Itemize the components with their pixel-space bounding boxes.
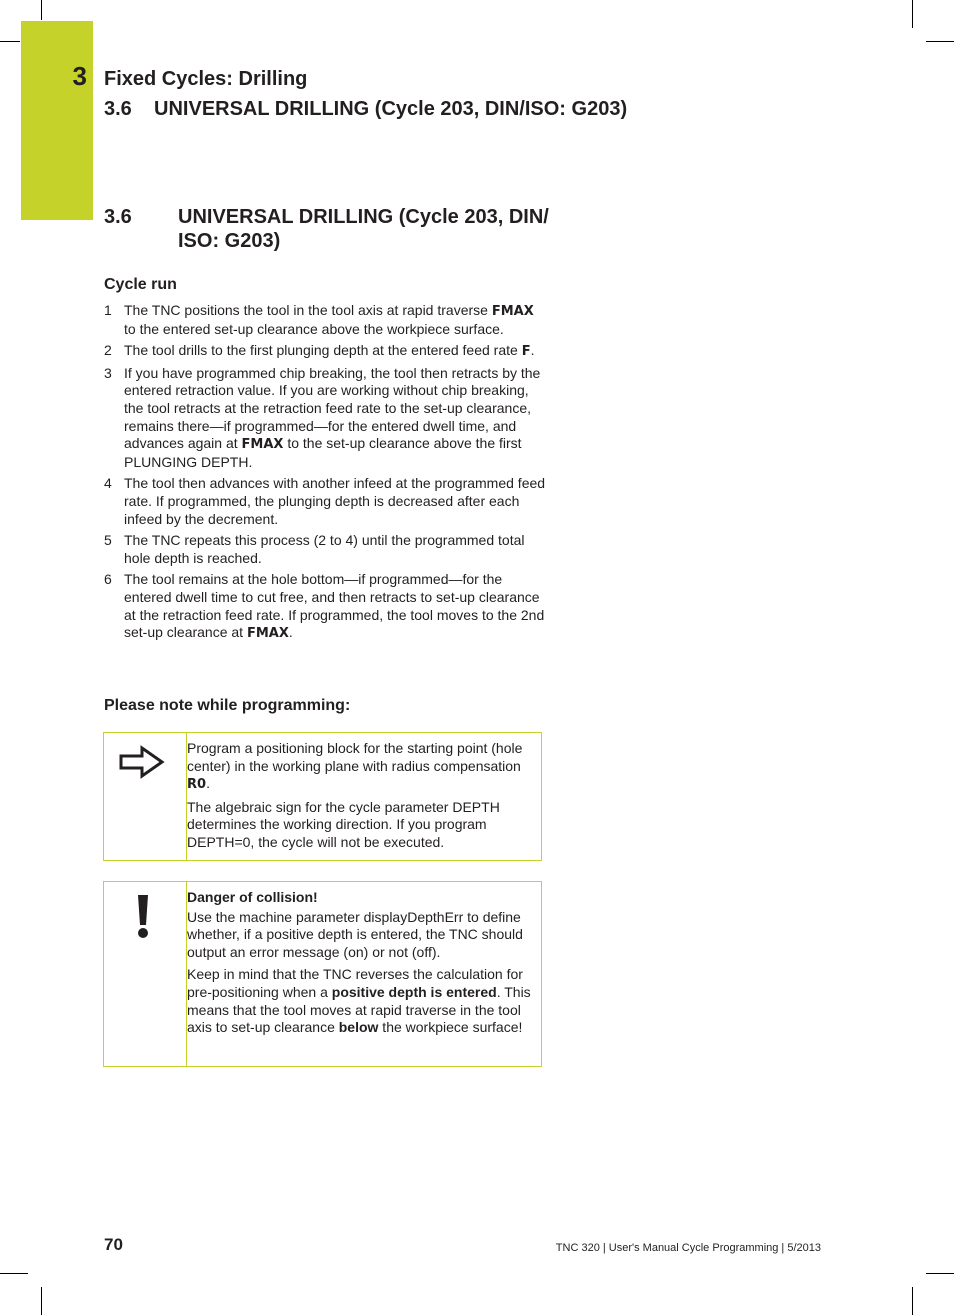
warning-divider: [186, 882, 187, 1066]
warning-box: [103, 881, 542, 1067]
note-paragraph: The algebraic sign for the cycle parameter DEPTH determines the working direction. If you program DEPTH=0, the cycle will not be executed.: [187, 798, 500, 850]
crop-mark: [0, 1273, 28, 1274]
warning-body: [187, 882, 541, 1050]
list-item: 6 The tool remains at the hole bottom—if programmed—for the entered dwell time to cut free, and then retracts to set-up clearance at the retraction feed rate. If programmed, the tool moves to the 2nd set-up clearance at FMAX.: [104, 571, 545, 642]
arrow-right-icon: [118, 745, 166, 779]
exclamation-icon: [132, 892, 156, 940]
note-divider: [186, 733, 187, 860]
warning-paragraph: Use the machine parameter displayDepthErr to define whether, if a positive depth is entered, the TNC should output an error message (on) or not (off).: [187, 908, 523, 960]
programming-notes-heading: Please note while programming:: [104, 697, 351, 714]
crop-mark: [41, 0, 42, 20]
chapter-tab: [21, 21, 93, 220]
crop-mark: [926, 41, 954, 42]
warning-title: Danger of collision!: [187, 889, 318, 905]
running-section-title: 3.6 UNIVERSAL DRILLING (Cycle 203, DIN/ISO: G203): [104, 98, 628, 120]
list-item: 2 The tool drills to the first plunging depth at the entered feed rate F.: [104, 342, 535, 360]
note-paragraph: Program a positioning block for the starting point (hole center) in the working plane with radius compensation R0.: [187, 740, 523, 793]
cycle-run-heading: Cycle run: [104, 276, 177, 293]
warning-paragraph: Keep in mind that the TNC reverses the calculation for pre-positioning when a positive depth is entered. This means that the tool moves at rapid traverse in the tool axis to set-up clearance below the workpiece surface!: [187, 966, 531, 1036]
list-item: 3 If you have programmed chip breaking, the tool then retracts by the entered retraction value. If you are working without chip breaking, the tool retracts at the retraction feed rate to the set-up clearance, remains there—if programmed—for the entered dwell time, and advances again at FMAX to the set-up clearance above the first PLUNGING DEPTH.: [104, 364, 541, 470]
chapter-number: 3: [72, 61, 87, 91]
footer-text: TNC 320 | User's Manual Cycle Programming | 5/2013: [555, 1242, 821, 1254]
note-box: [103, 732, 542, 861]
note-body: [187, 733, 541, 865]
crop-mark: [0, 41, 20, 42]
crop-mark: [912, 0, 913, 28]
section-heading: [104, 205, 584, 253]
crop-mark: [926, 1273, 954, 1274]
section-title: UNIVERSAL DRILLING (Cycle 203, DIN/ ISO: G203): [178, 206, 549, 252]
list-item: 1 The TNC positions the tool in the tool axis at rapid traverse FMAX to the entered set-up clearance above the workpiece surface.: [104, 302, 534, 337]
page-number: 70: [104, 1235, 123, 1254]
section-number: 3.6: [104, 206, 132, 228]
crop-mark: [912, 1287, 913, 1315]
crop-mark: [41, 1287, 42, 1315]
list-item: 4 The tool then advances with another infeed at the programmed feed rate. If programmed, the plunging depth is decreased after each infeed by the decrement.: [104, 475, 546, 527]
chapter-title: Fixed Cycles: Drilling: [104, 68, 308, 90]
list-item: 5 The TNC repeats this process (2 to 4) until the programmed total hole depth is reached.: [104, 532, 525, 566]
cycle-run-steps: [104, 302, 549, 647]
